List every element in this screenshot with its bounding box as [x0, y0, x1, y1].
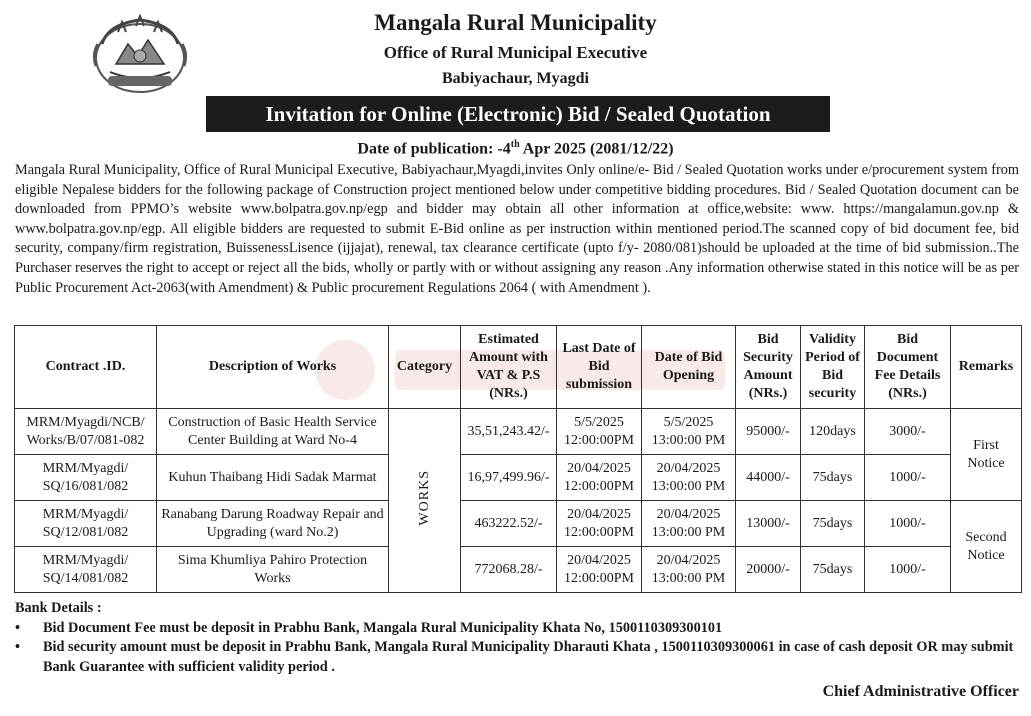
contract-id: MRM/Myagdi/NCB/ Works/B/07/081-082 [15, 409, 157, 455]
bid-security: 95000/- [736, 409, 801, 455]
header-fee: Bid Document Fee Details (NRs.) [865, 326, 951, 409]
list-item: • Bid Document Fee must be deposit in Prabhu Bank, Mangala Rural Municipality Khata No, 1500110309300101 [15, 619, 1021, 639]
remarks-cell: First Notice [951, 409, 1022, 501]
document-fee: 1000/- [865, 455, 951, 501]
header-opening-date: Date of Bid Opening [642, 326, 736, 409]
table-header-row [15, 326, 1022, 409]
estimated-amount: 16,97,499.96/- [461, 455, 557, 501]
office-name: Office of Rural Municipal Executive [383, 43, 648, 62]
header-validity: Validity Period of Bid security [801, 326, 865, 409]
signature-title: Chief Administrative Officer [822, 683, 1019, 700]
validity-period: 75days [801, 501, 865, 547]
bid-security: 20000/- [736, 547, 801, 593]
bid-table [14, 325, 1022, 593]
work-description: Construction of Basic Health Service Center Building at Ward No-4 [157, 409, 389, 455]
category-value: WORKS [416, 469, 432, 526]
table-row [15, 409, 1022, 455]
bid-security: 13000/- [736, 501, 801, 547]
category-cell [389, 409, 461, 593]
header-last-date: Last Date of Bid submission [557, 326, 642, 409]
contract-id: MRM/Myagdi/ SQ/12/081/082 [15, 501, 157, 547]
office-location: Babiyachaur, Myagdi [442, 70, 589, 87]
document-fee: 1000/- [865, 501, 951, 547]
municipality-name: Mangala Rural Municipality [374, 10, 657, 35]
bullet-icon: • [15, 639, 21, 655]
estimated-amount: 35,51,243.42/- [461, 409, 557, 455]
header-security: Bid Security Amount (NRs.) [736, 326, 801, 409]
work-description: Kuhun Thaibang Hidi Sadak Marmat [157, 455, 389, 501]
last-date-cell: 5/5/2025 12:00:00PM [557, 409, 642, 455]
estimated-amount: 463222.52/- [461, 501, 557, 547]
header-remarks: Remarks [951, 326, 1022, 409]
validity-period: 75days [801, 547, 865, 593]
intro-paragraph: Mangala Rural Municipality, Office of Rural Municipal Executive, Babiyachaur,Myagdi,invites Only online/e- Bid / Sealed Quotation works under e/procurement system from eligible Nepalese bidders for the following package of Construction project mentioned below under competitive bidding procedures. Bid / Sealed Quotation document can be downloaded from PPMO’s website www.bolpatra.gov.np/egp and bidder may obtain all other information at office,website: www. https://mangalamun.gov.np & www.bolpatra.gov.np/egp. All eligible bidders are requested to submit E-Bid online as per instruction within mentioned period.The scanned copy of bid document fee, bid security, company/firm registration, BuissenessLisence (ijjajat), renewal, tax clearance certificate (upto f/y- 2080/081)should be uploaded at the time of bid submission..The Purchaser reserves the right to accept or reject all the bids, wholly or partly with or without assigning any reason .Any information otherwise stated in this notice will be as per Public Procurement Act-2063(with Amendment) & Public procurement Regulations 2064 ( with Amendment ). [15, 162, 1019, 296]
table-row [15, 501, 1022, 547]
remarks-cell: Second Notice [951, 501, 1022, 593]
bank-details [15, 599, 1021, 677]
header-description: Description of Works [157, 326, 389, 409]
last-date-cell: 20/04/2025 12:00:00PM [557, 547, 642, 593]
last-date-cell: 20/04/2025 12:00:00PM [557, 501, 642, 547]
header-category: Category [389, 326, 461, 409]
opening-date-cell: 20/04/2025 13:00:00 PM [642, 547, 736, 593]
contract-id: MRM/Myagdi/ SQ/14/081/082 [15, 547, 157, 593]
work-description: Ranabang Darung Roadway Repair and Upgrading (ward No.2) [157, 501, 389, 547]
header-contract-id: Contract .ID. [15, 326, 157, 409]
opening-date-cell: 20/04/2025 13:00:00 PM [642, 501, 736, 547]
last-date-cell: 20/04/2025 12:00:00PM [557, 455, 642, 501]
opening-date-cell: 20/04/2025 13:00:00 PM [642, 455, 736, 501]
header-amount: Estimated Amount with VAT & P.S (NRs.) [461, 326, 557, 409]
notice-title-banner: Invitation for Online (Electronic) Bid / Sealed Quotation [206, 96, 830, 132]
bid-security: 44000/- [736, 455, 801, 501]
table-row [15, 455, 1022, 501]
estimated-amount: 772068.28/- [461, 547, 557, 593]
list-item: • Bid security amount must be deposit in Prabhu Bank, Mangala Rural Municipality Dharauti Khata , 1500110309300061 in case of cash deposit OR may submit Bank Guarantee with sufficient validity period . [15, 639, 1014, 675]
bullet-icon: • [15, 619, 21, 636]
table-row [15, 547, 1022, 593]
document-fee: 1000/- [865, 547, 951, 593]
bank-details-title: Bank Details : [15, 600, 102, 616]
validity-period: 120days [801, 409, 865, 455]
document-fee: 3000/- [865, 409, 951, 455]
publication-date: Date of publication: -4th Apr 2025 (2081/12/22) [357, 139, 674, 158]
validity-period: 75days [801, 455, 865, 501]
opening-date-cell: 5/5/2025 13:00:00 PM [642, 409, 736, 455]
contract-id: MRM/Myagdi/ SQ/16/081/082 [15, 455, 157, 501]
work-description: Sima Khumliya Pahiro Protection Works [157, 547, 389, 593]
